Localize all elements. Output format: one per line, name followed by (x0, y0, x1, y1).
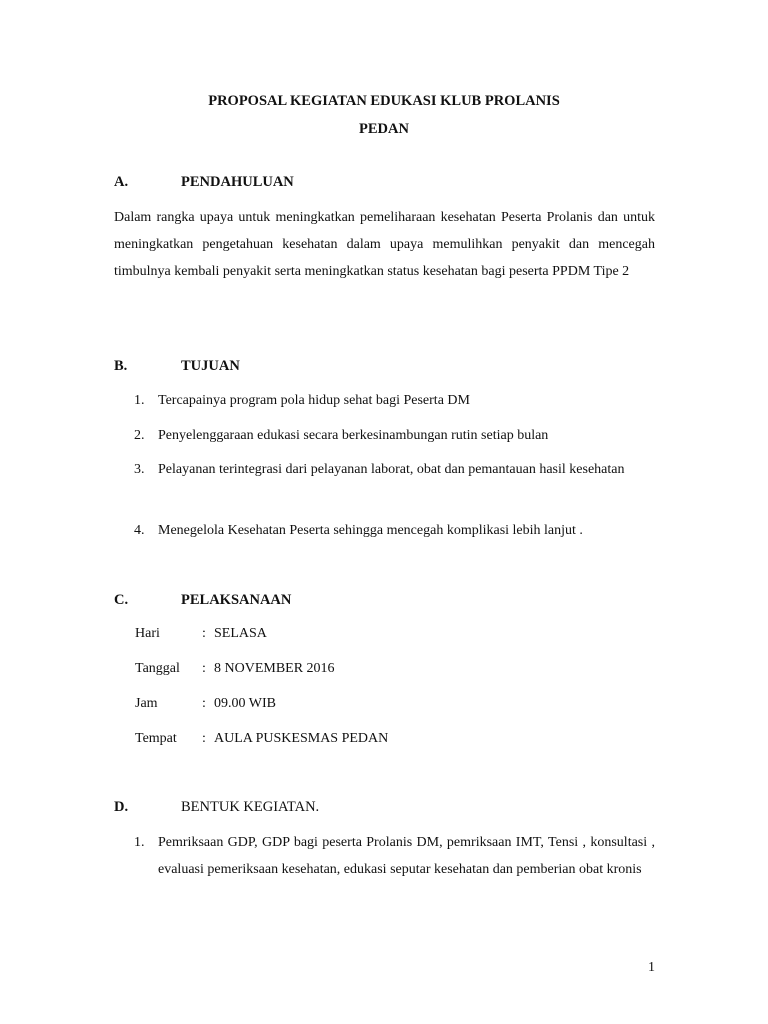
section-title: PELAKSANAAN (181, 592, 292, 608)
list-number: 4. (134, 523, 145, 538)
detail-label: Tempat (135, 731, 177, 746)
list-number: 1. (134, 393, 145, 408)
detail-value: 8 NOVEMBER 2016 (214, 661, 335, 676)
detail-separator: : (202, 661, 206, 676)
detail-label: Hari (135, 626, 160, 641)
detail-label: Tanggal (135, 661, 180, 676)
list-text: Pemriksaan GDP, GDP bagi peserta Prolanis DM, pemriksaan IMT, Tensi , konsultasi , evaluasi pemeriksaan kesehatan, edukasi seputar kesehatan dan pemberian obat kronis (158, 835, 655, 877)
detail-separator: : (202, 626, 206, 641)
section-letter: C. (114, 592, 129, 608)
detail-separator: : (202, 731, 206, 746)
list-text: Penyelenggaraan edukasi secara berkesinambungan rutin setiap bulan (158, 428, 549, 443)
list-text: Menegelola Kesehatan Peserta sehingga mencegah komplikasi lebih lanjut . (158, 523, 583, 538)
document-title-line-2: PEDAN (359, 121, 409, 137)
detail-separator: : (202, 696, 206, 711)
section-letter: B. (114, 358, 128, 374)
section-letter: A. (114, 174, 129, 190)
section-title: PENDAHULUAN (181, 174, 294, 190)
document-title-line-1: PROPOSAL KEGIATAN EDUKASI KLUB PROLANIS (208, 93, 560, 109)
detail-value: SELASA (214, 626, 267, 641)
list-text: Tercapainya program pola hidup sehat bagi Peserta DM (158, 393, 470, 408)
detail-value: 09.00 WIB (214, 696, 276, 711)
section-letter: D. (114, 799, 129, 815)
detail-label: Jam (135, 696, 158, 711)
section-title: TUJUAN (181, 358, 240, 374)
list-number: 2. (134, 428, 145, 443)
section-title: BENTUK KEGIATAN. (181, 799, 320, 815)
detail-value: AULA PUSKESMAS PEDAN (214, 731, 389, 746)
list-number: 1. (134, 835, 145, 850)
list-text: Pelayanan terintegrasi dari pelayanan laborat, obat dan pemantauan hasil kesehatan (158, 462, 625, 477)
page-number: 1 (648, 960, 655, 975)
section-a-paragraph: Dalam rangka upaya untuk meningkatkan pemeliharaan kesehatan Peserta Prolanis dan untuk meningkatkan pengetahuan kesehatan dalam upaya memulihkan penyakit dan mencegah timbulnya kembali penyakit serta meningkatkan status kesehatan bagi peserta PPDM Tipe 2 (114, 210, 655, 279)
list-number: 3. (134, 462, 145, 477)
